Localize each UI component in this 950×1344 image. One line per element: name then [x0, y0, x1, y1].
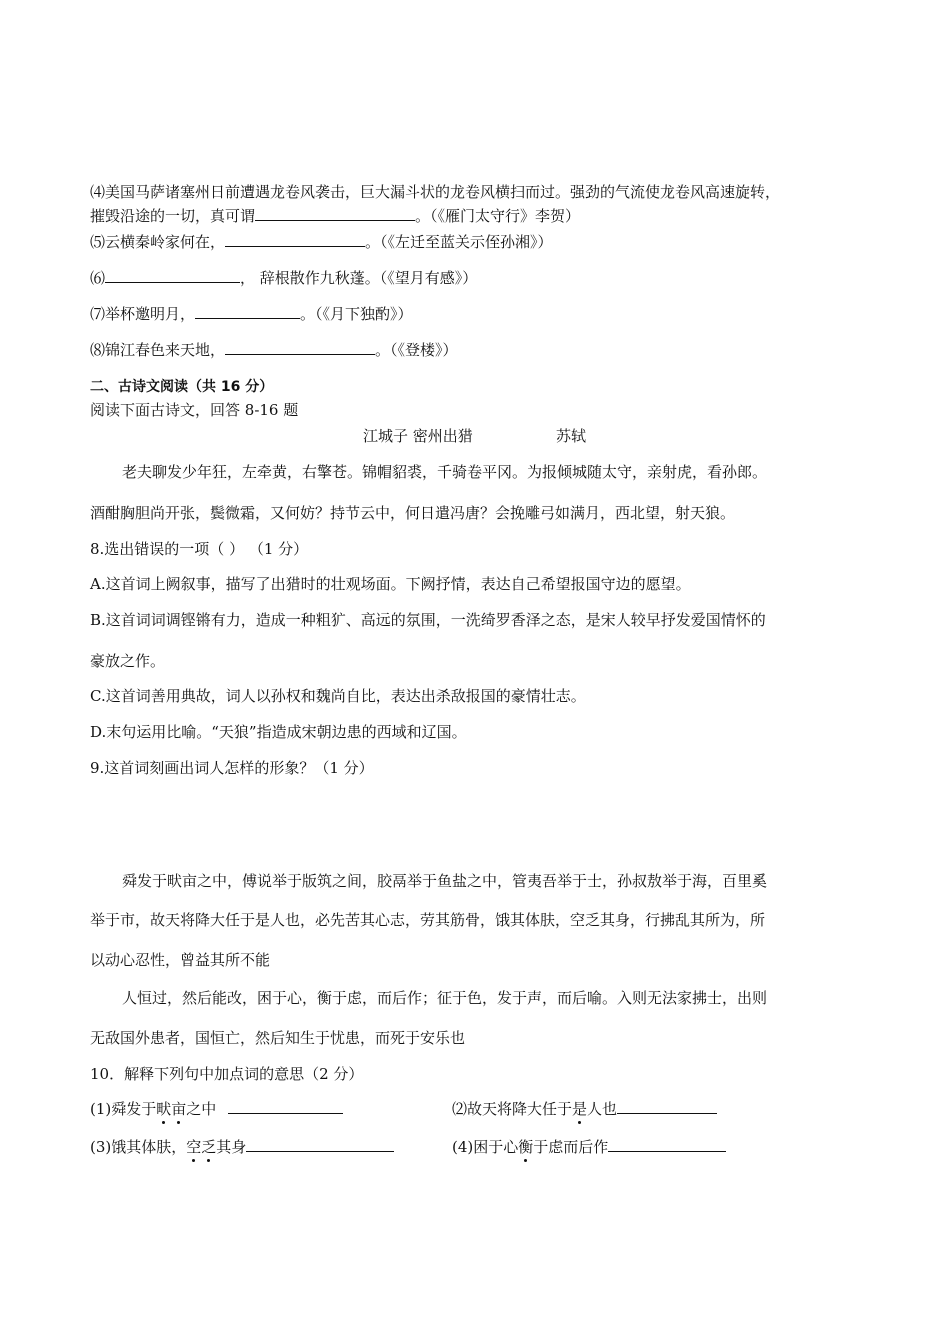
answer-blank-8[interactable] — [225, 339, 375, 355]
q7-item7 — [90, 303, 413, 324]
q10-item3 — [90, 1136, 394, 1157]
dotted-char: 衡 — [518, 1138, 534, 1156]
q7-item5-source: 。（《左迁至蓝关示侄孙湘》） — [365, 233, 553, 251]
q10-item1-text: (1)舜发于 — [90, 1100, 157, 1118]
q10-item1 — [90, 1098, 343, 1119]
q8-option-a[interactable]: A.这首词上阙叙事，描写了出猎时的壮观场面。下阙抒情，表达自己希望报国守边的愿望。 — [90, 575, 691, 593]
q7-item8 — [90, 339, 458, 360]
section-instruction: 阅读下面古诗文，回答 8-16 题 — [90, 401, 299, 419]
q10-item1-text-end: 之中 — [186, 1100, 217, 1118]
q7-item6-num: ⑹ — [90, 269, 106, 287]
q7-item7-text: ⑺举杯邀明月， — [90, 305, 196, 323]
answer-blank-5[interactable] — [225, 231, 365, 247]
q10-item4-text: (4)困于心 — [452, 1138, 519, 1156]
poem-line-2: 酒酣胸胆尚开张，鬓微霜，又何妨？持节云中，何日遣冯唐？会挽雕弓如满月，西北望，射天狼。 — [90, 504, 736, 522]
answer-blank-10-4[interactable] — [608, 1136, 726, 1152]
answer-blank-7[interactable] — [195, 303, 300, 319]
answer-blank-10-1[interactable] — [228, 1098, 343, 1114]
passage-p1-line1: 舜发于畎亩之中，傅说举于版筑之间，胶鬲举于鱼盐之中，管夷吾举于士，孙叔敖举于海，百里奚 — [122, 872, 768, 890]
passage-p1-line3: 以动心忍性，曾益其所不能 — [90, 951, 271, 969]
poem-line-1: 老夫聊发少年狂，左牵黄，右擎苍。锦帽貂裘，千骑卷平冈。为报倾城随太守，亲射虎，看孙郎。 — [122, 463, 768, 481]
q7-item7-source: 。（《月下独酌》） — [300, 305, 413, 323]
q8-option-c[interactable]: C.这首词善用典故，词人以孙权和魏尚自比，表达出杀敌报国的豪情壮志。 — [90, 687, 586, 705]
q8-option-b-line2[interactable]: 豪放之作。 — [90, 652, 166, 670]
q10-stem: 10．解释下列句中加点词的意思（2 分） — [90, 1065, 364, 1083]
dotted-char: 是 — [572, 1100, 588, 1118]
passage-p1-line2: 举于市，故天将降大任于是人也，必先苦其心志，劳其筋骨，饿其体肤，空乏其身，行拂乱其所为，所 — [90, 911, 766, 929]
q8-option-d[interactable]: D.末句运用比喻。“天狼”指造成宋朝边患的西域和辽国。 — [90, 723, 467, 741]
passage-p2-line1: 人恒过，然后能改，困于心，衡于虑，而后作；征于色，发于声，而后喻。入则无法家拂士，出则 — [122, 989, 768, 1007]
q7-item4-line1: ⑷美国马萨诸塞州日前遭遇龙卷风袭击，巨大漏斗状的龙卷风横扫而过。强劲的气流使龙卷风高速旋转， — [90, 183, 781, 201]
q10-item2-text-end: 人也 — [587, 1100, 618, 1118]
q7-item6-text: ， 辞根散作九秋蓬。（《望月有感》） — [240, 269, 478, 287]
answer-blank-10-3[interactable] — [246, 1136, 394, 1152]
q10-item2-text: ⑵故天将降大任于 — [452, 1100, 573, 1118]
q9-stem: 9.这首词刻画出词人怎样的形象？（1 分） — [90, 759, 374, 777]
q7-item5-text: ⑸云横秦岭家何在， — [90, 233, 226, 251]
q7-item8-text: ⑻锦江春色来天地， — [90, 341, 226, 359]
dotted-char: 乏 — [201, 1138, 217, 1156]
q10-item4 — [452, 1136, 726, 1157]
q10-item4-text-end: 于虑而后作 — [533, 1138, 609, 1156]
q7-item4-text: 摧毁沿途的一切，真可谓 — [90, 207, 256, 225]
q10-item3-text-end: 其身 — [216, 1138, 247, 1156]
q10-item2 — [452, 1098, 717, 1119]
passage-p2-line2: 无敌国外患者，国恒亡，然后知生于忧患，而死于安乐也 — [90, 1029, 466, 1047]
q7-item8-source: 。（《登楼》） — [375, 341, 458, 359]
q7-item4-line2 — [90, 205, 580, 226]
q10-item3-text: (3)饿其体肤， — [90, 1138, 187, 1156]
q7-item4-source: 。（《雁门太守行》李贺） — [415, 207, 581, 225]
dotted-char: 亩 — [171, 1100, 187, 1118]
answer-blank-6[interactable] — [105, 267, 240, 283]
section-heading: 二、古诗文阅读（共 16 分） — [90, 379, 274, 395]
poem-author: 苏轼 — [556, 427, 587, 445]
q8-option-b-line1[interactable]: B.这首词词调铿锵有力，造成一种粗犷、高远的氛围，一洗绮罗香泽之态，是宋人较早抒发爱国情怀的 — [90, 611, 766, 629]
q8-stem: 8.选出错误的一项（ ） （1 分） — [90, 540, 309, 558]
q7-item5 — [90, 231, 553, 252]
dotted-char: 空 — [186, 1138, 202, 1156]
answer-blank-4[interactable] — [255, 205, 415, 221]
answer-blank-10-2[interactable] — [617, 1098, 717, 1114]
dotted-char: 畎 — [156, 1100, 172, 1118]
q7-item6 — [90, 267, 477, 288]
poem-title: 江城子 密州出猎 — [363, 427, 473, 445]
